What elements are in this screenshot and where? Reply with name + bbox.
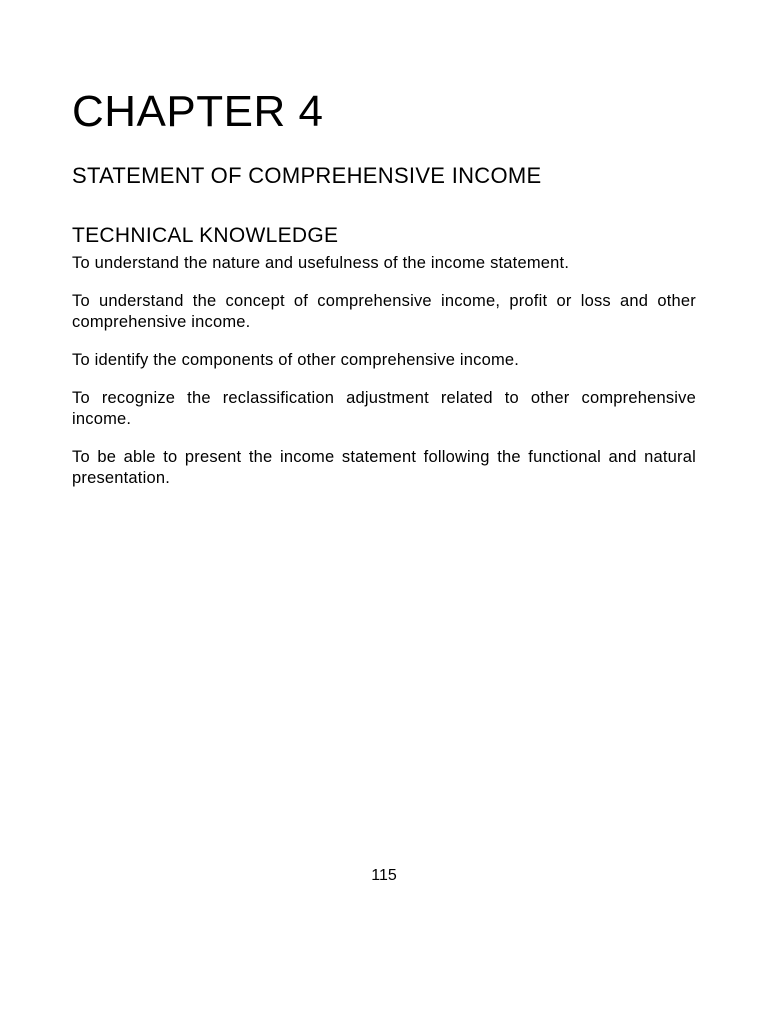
chapter-subtitle: STATEMENT OF COMPREHENSIVE INCOME bbox=[72, 163, 542, 188]
objectives-list bbox=[72, 253, 696, 489]
objective-item: To recognize the reclassification adjustment related to other comprehensive income. bbox=[72, 389, 696, 428]
page-content bbox=[72, 80, 696, 506]
section-heading: TECHNICAL KNOWLEDGE bbox=[72, 224, 339, 247]
objective-item: To be able to present the income statement following the functional and natural presentation. bbox=[72, 448, 696, 487]
chapter-title: CHAPTER 4 bbox=[72, 87, 324, 136]
objective-item: To understand the nature and usefulness of the income statement. bbox=[72, 254, 570, 272]
objective-item: To understand the concept of comprehensive income, profit or loss and other comprehensive income. bbox=[72, 292, 696, 331]
objective-item: To identify the components of other comprehensive income. bbox=[72, 351, 520, 369]
page-number: 115 bbox=[371, 867, 397, 884]
